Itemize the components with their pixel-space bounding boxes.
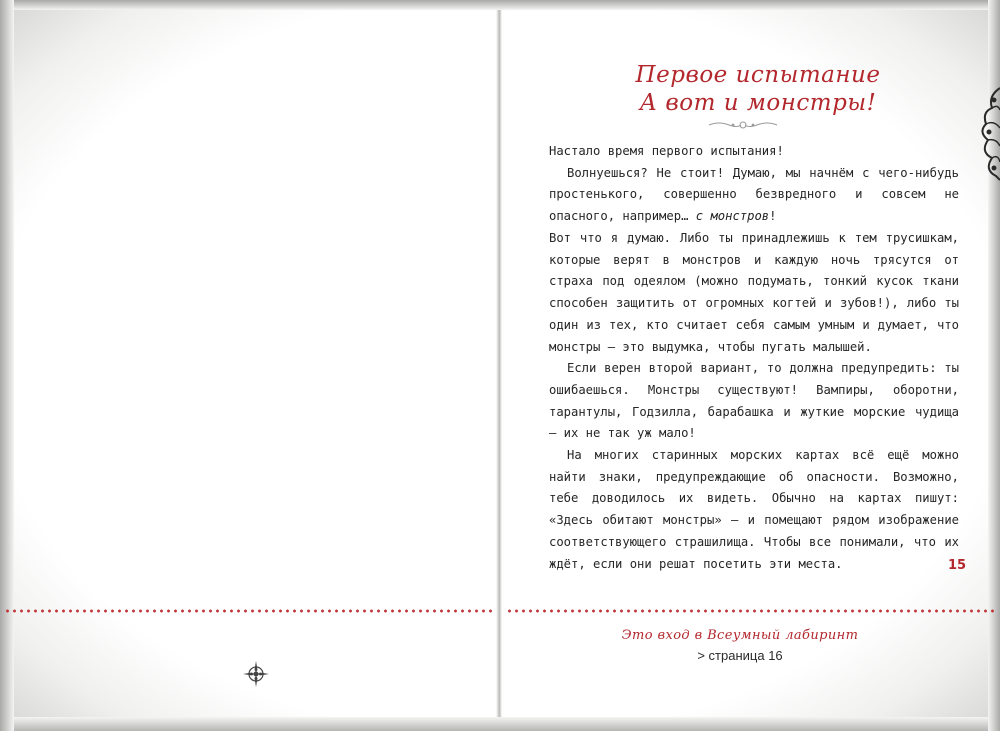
paragraph [549,163,959,228]
floral-ornament-icon [972,82,1000,192]
paragraph: На многих старинных морских картах всё ещё можно найти знаки, предупреждающие об опасности. Возможно, тебе доводилось их видеть. Обычно на картах пишут: «Здесь обитают монстры» — и помещают рядом изображение соответствующего страшилища. Чтобы все понимали, что их ждёт, если они решат посетить эти места. [549,448,959,571]
emphasis-text: с монстров [695,209,770,224]
compass-rose-icon [242,660,270,688]
page-edge-left [0,0,14,731]
page-edge-bottom [0,717,1000,731]
page-edge-top [0,0,1000,10]
dotted-divider-right [506,609,996,613]
paragraph: Настало время первого испытания! [549,144,784,158]
paragraph: Вот что я думаю. Либо ты принадлежишь к тем трусишкам, которые верят в монстров и каждую ночь трясутся от страха под одеялом (можно подумать, тонкий кусок ткани способен защитить от огромных когтей и зубов!), либо ты один из тех, кто считает себя самым умным и думает, что монстры — это выдумка, чтобы пугать малышей. [549,231,959,354]
dotted-divider-left [4,609,492,613]
chapter-title-line-1: Первое испытание [635,62,881,88]
flourish-ornament-icon [707,118,779,132]
book-spine [496,10,502,717]
next-page-link[interactable]: > страница 16 [697,648,783,663]
text-block-main [549,228,959,575]
paragraph-text: Волнуешься? Не стоит! Думаю, мы начнём с чего-нибудь простенького, совершенно безвредного и совсем не опасного, например… [549,165,959,224]
text-block-intro [549,141,959,228]
punctuation: ! [769,209,777,224]
next-section-title: Это вход в Всеумный лабиринт [621,628,859,643]
page-number: 15 [948,558,967,573]
chapter-title-line-2: А вот и монстры! [639,90,877,116]
paragraph: Если верен второй вариант, то должна предупредить: ты ошибаешься. Монстры существуют! Вампиры, оборотни, тарантулы, Годзилла, барабашка и жуткие морские чудища — их не так уж мало! [549,361,959,441]
